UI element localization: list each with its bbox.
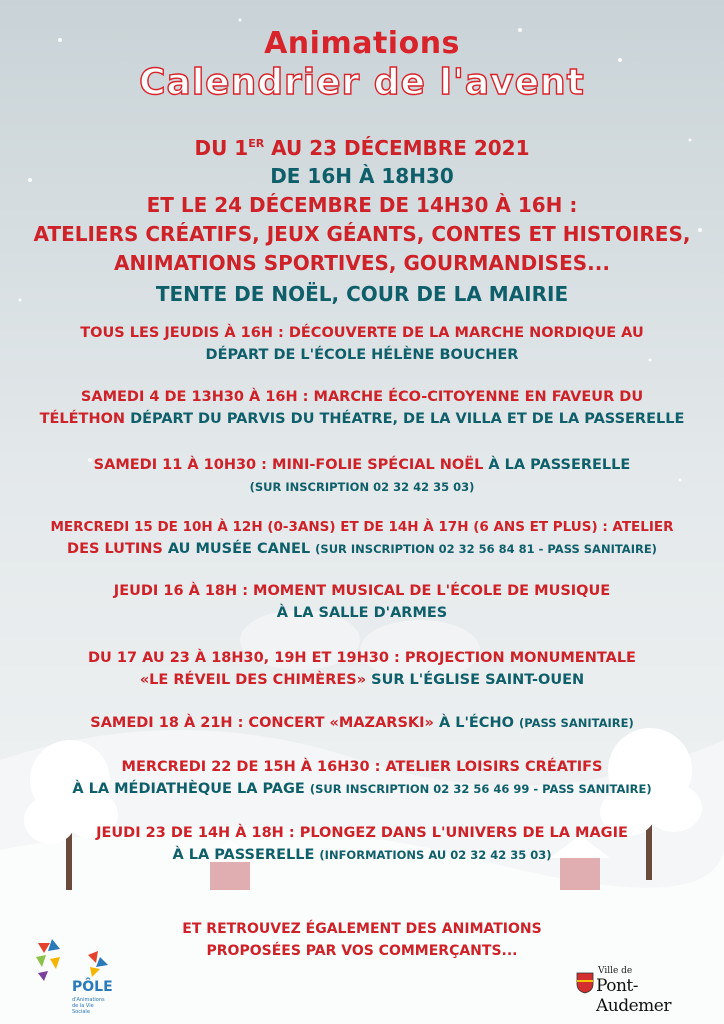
event-samedi-4: SAMEDI 4 DE 13H30 À 16H : MARCHE ÉCO-CITOYENNE EN FAVEUR DU TÉLÉTHON DÉPART DU PARVIS DU THÉATRE, DE LA VILLA ET DE LA PASSERELLE	[39, 389, 685, 427]
event-mercredi-15: MERCREDI 15 DE 10H À 12H (0-3ANS) ET DE 14H À 17H (6 ANS ET PLUS) : ATELIER DES LUTINS AU MUSÉE CANEL (SUR INSCRIPTION 02 32 56 84 81 - PASS SANITAIRE)	[50, 519, 674, 557]
dates-line: DU 1ER AU 23 DÉCEMBRE 2021	[194, 136, 530, 160]
hours-line: DE 16H À 18H30	[270, 164, 454, 188]
event-jeudi-23: JEUDI 23 DE 14H À 18H : PLONGEZ DANS L'UNIVERS DE LA MAGIE À LA PASSERELLE (INFORMATIONS AU 02 32 42 35 03)	[96, 825, 628, 863]
event-projection: DU 17 AU 23 À 18H30, 19H ET 19H30 : PROJECTION MONUMENTALE «LE RÉVEIL DES CHIMÈRES» SUR L'ÉGLISE SAINT-OUEN	[88, 650, 636, 688]
pont-audemer-logo	[576, 966, 706, 1016]
dec24-line: ET LE 24 DÉCEMBRE DE 14H30 À 16H :	[146, 193, 578, 217]
event-samedi-18: SAMEDI 18 À 21H : CONCERT «MAZARSKI» À L'ÉCHO (PASS SANITAIRE)	[90, 715, 634, 731]
town-label-small: Ville de	[598, 966, 633, 976]
pole-tagline: d'Animations de la Vie Sociale	[72, 997, 105, 1015]
title-animations: Animations	[264, 26, 460, 61]
activities-line-1: ATELIERS CRÉATIFS, JEUX GÉANTS, CONTES ET HISTOIRES,	[33, 222, 691, 246]
event-thursdays: TOUS LES JEUDIS À 16H : DÉCOUVERTE DE LA MARCHE NORDIQUE AU DÉPART DE L'ÉCOLE HÉLÈNE BOUCHER	[80, 325, 644, 363]
title-calendrier: Calendrier de l'avent	[139, 62, 585, 103]
event-samedi-11: SAMEDI 11 À 10H30 : MINI-FOLIE SPÉCIAL NOËL À LA PASSERELLE (SUR INSCRIPTION 02 32 42 35 03)	[93, 457, 631, 494]
town-crest-icon	[576, 972, 594, 994]
footer-text: ET RETROUVEZ ÉGALEMENT DES ANIMATIONS PROPOSÉES PAR VOS COMMERÇANTS...	[182, 921, 542, 959]
activities-line-2: ANIMATIONS SPORTIVES, GOURMANDISES...	[114, 251, 610, 275]
town-label: Pont-Audemer	[596, 976, 671, 1016]
event-mercredi-22: MERCREDI 22 DE 15H À 16H30 : ATELIER LOISIRS CRÉATIFS À LA MÉDIATHÈQUE LA PAGE (SUR INSCRIPTION 02 32 56 46 99 - PASS SANITAIRE)	[72, 759, 652, 797]
location-line: TENTE DE NOËL, COUR DE LA MAIRIE	[155, 282, 569, 306]
event-jeudi-16: JEUDI 16 À 18H : MOMENT MUSICAL DE L'ÉCOLE DE MUSIQUE À LA SALLE D'ARMES	[113, 583, 611, 621]
pole-logo	[30, 935, 120, 1015]
pole-name: PÔLE	[72, 979, 113, 995]
